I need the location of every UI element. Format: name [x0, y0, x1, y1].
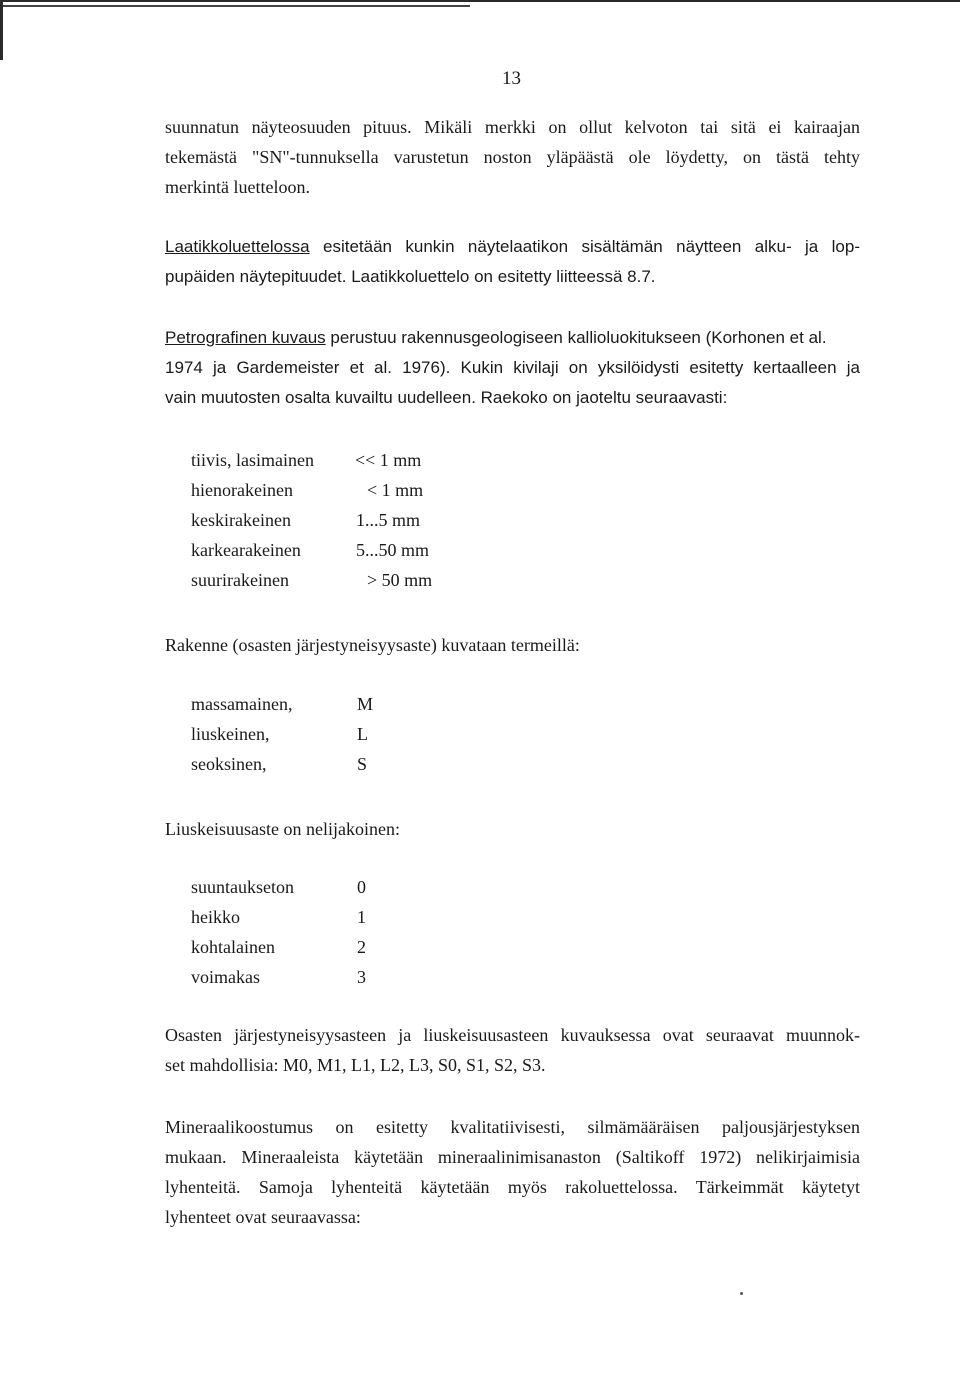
term-box-list: Laatikkoluettelossa [165, 237, 310, 256]
text-line: pupäiden näytepituudet. Laatikkoluettelo on esitetty liitteessä 8.7. [165, 267, 656, 286]
text-line: Liuskeisuusaste on nelijakoinen: [165, 819, 400, 839]
paragraph-structure [165, 630, 860, 660]
text-line: suunnatun näyteosuuden pituus. Mikäli merkki on ollut kelvoton tai sitä ei kairaajan [165, 117, 860, 137]
paragraph-box-list [165, 232, 860, 292]
text-line: Laatikkoluettelossa esitetään kunkin näytelaatikon sisältämän näytteen alku- ja lop- [165, 237, 860, 256]
paragraph-mineral-composition [165, 1112, 860, 1232]
text-line: Rakenne (osasten järjestyneisyysaste) kuvataan termeillä: [165, 635, 580, 655]
text-line: Mineraalikoostumus on esitetty kvalitatiivisesti, silmämääräisen paljousjärjestyksen [165, 1117, 860, 1137]
text-line: merkintä luetteloon. [165, 177, 310, 197]
paragraph-sample-length [165, 112, 860, 202]
text-line: 1974 ja Gardemeister et al. 1976). Kukin kivilaji on yksilöidysti esitetty kertaalleen ja [165, 358, 860, 377]
text-line: Petrografinen kuvaus perustuu rakennusgeologiseen kallioluokitukseen (Korhonen et al. [165, 328, 827, 347]
text-line: set mahdollisia: M0, M1, L1, L2, L3, S0, S1, S2, S3. [165, 1055, 546, 1075]
scan-border-top-inner [0, 5, 470, 7]
scan-border-top [0, 0, 960, 2]
text-line: tekemästä "SN"-tunnuksella varustetun noston yläpäästä ole löydetty, on tästä tehty [165, 147, 860, 167]
paragraph-combinations [165, 1020, 860, 1080]
text-line: lyhenteitä. Samoja lyhenteitä käytetään myös rakoluettelossa. Tärkeimmät käytetyt [165, 1177, 860, 1197]
scan-border-left [0, 0, 3, 60]
text-line: vain muutosten osalta kuvailtu uudelleen. Raekoko on jaoteltu seuraavasti: [165, 388, 728, 407]
text-line: lyhenteet ovat seuraavassa: [165, 1207, 361, 1227]
scan-speck [740, 1292, 743, 1295]
text-line: mukaan. Mineraaleista käytetään mineraalinimisanaston (Saltikoff 1972) nelikirjaimisia [165, 1147, 860, 1167]
page-number: 13 [502, 68, 521, 89]
term-petrographic-description: Petrografinen kuvaus [165, 328, 326, 347]
paragraph-petrography [165, 323, 860, 413]
paragraph-foliation [165, 814, 860, 844]
text-line: Osasten järjestyneisyysasteen ja liuskeisuusasteen kuvauksessa ovat seuraavat muunnok- [165, 1025, 860, 1045]
